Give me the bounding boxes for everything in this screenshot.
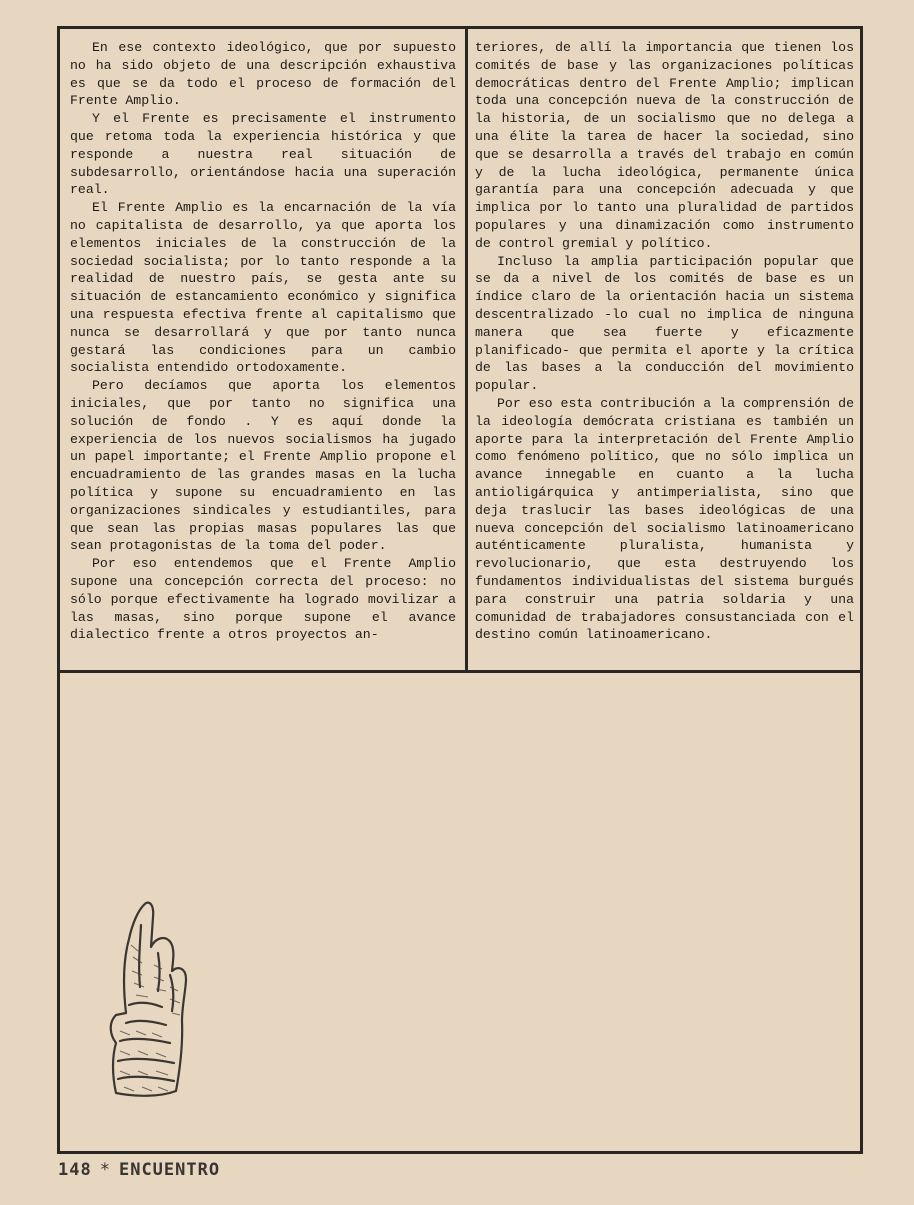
paragraph: En ese contexto ideológico, que por supuesto no ha sido objeto de una descripción exhaustiva es que se da todo el proceso de formación del Frente Amplio. xyxy=(70,40,456,109)
paragraph: Por eso esta contribución a la comprensión de la ideología demócrata cristiana es también un aporte para la interpretación del Frente Amplio como fenómeno político, que no sólo implica un avance innegable en cuanto a la lucha antioligárquica y antimperialista, sino que deja traslucir las bases ideológicas de una nueva concepción del socialismo latinoamericano auténticamente pluralista, humanista y revolucionario, que esta destruyendo los fundamentos individualistas del sistema burgués para construir una patria soldaria y una comunidad de trabajadores consustanciada con el destino común latinoamericano. xyxy=(475,395,854,643)
left-column xyxy=(70,39,456,644)
paragraph-continuation: teriores, de allí la importancia que tienen los comités de base y las organizaciones políticas democráticas dentro del Frente Amplio; implican toda una concepción nueva de la construcción de la historia, de un socialismo que no delega a una élite la tarea de hacer la sociedad, sino que se desarrolla a través del trabajo en común y de la lucha ideológica, permanente única garantía para una concepción adecuada y que implica por lo tanto una pluralidad de partidos populares y una dinamización como instrumento de control gremial y político. xyxy=(475,40,854,251)
paragraph: El Frente Amplio es la encarnación de la vía no capitalista de desarrollo, ya que aporta los elementos iniciales de la construcción de la sociedad socialista; por lo tanto responde a la realidad de nuestro país, se gesta ante su situación de estancamiento económico y significa una respuesta efectiva frente al capitalismo que nunca se desarrollará y que por tanto nunca gestará las condiciones para un cambio socialista entendido ortodoxamente. xyxy=(70,200,456,376)
page-frame xyxy=(57,26,863,1154)
paragraph: Pero decíamos que aporta los elementos iniciales, que por tanto no significa una solución de fondo . Y es aquí donde la experiencia de los nuevos socialismos ha jugado un papel importante; el Frente Amplio propone el encuadramiento de las grandes masas en la lucha política y supone su encuadramiento en las organizaciones sindicales y estudiantiles, para que sean las propias masas populares las que sean protagonistas de la toma del poder. xyxy=(70,378,456,554)
illustration-area xyxy=(60,673,860,1151)
footer-separator: * xyxy=(99,1160,111,1180)
column-divider xyxy=(465,29,468,670)
raised-hand-index-finger-icon xyxy=(96,895,196,1105)
publication-name: ENCUENTRO xyxy=(118,1160,221,1180)
right-column xyxy=(475,39,854,644)
paragraph: Incluso la amplia participación popular que se da a nivel de los comités de base es un índice claro de la orientación hacia un sistema descentralizado -lo cual no implica de ninguna manera que sea fuerte y eficazmente planificado- que permita el aporte y la crítica de las bases a la conducción del movimiento popular. xyxy=(475,253,854,394)
page-number: 148 xyxy=(58,1160,92,1180)
page-footer xyxy=(58,1160,220,1180)
article-text-box xyxy=(60,29,860,673)
paragraph: Por eso entendemos que el Frente Amplio supone una concepción correcta del proceso: no sólo porque efectivamente ha logrado movilizar a las masas, sino porque supone el avance dialectico frente a otros proyectos an- xyxy=(70,556,456,643)
paragraph: Y el Frente es precisamente el instrumento que retoma toda la experiencia histórica y que responde a nuestra real situación de subdesarrollo, orientándose hacia una superación real. xyxy=(70,111,456,198)
